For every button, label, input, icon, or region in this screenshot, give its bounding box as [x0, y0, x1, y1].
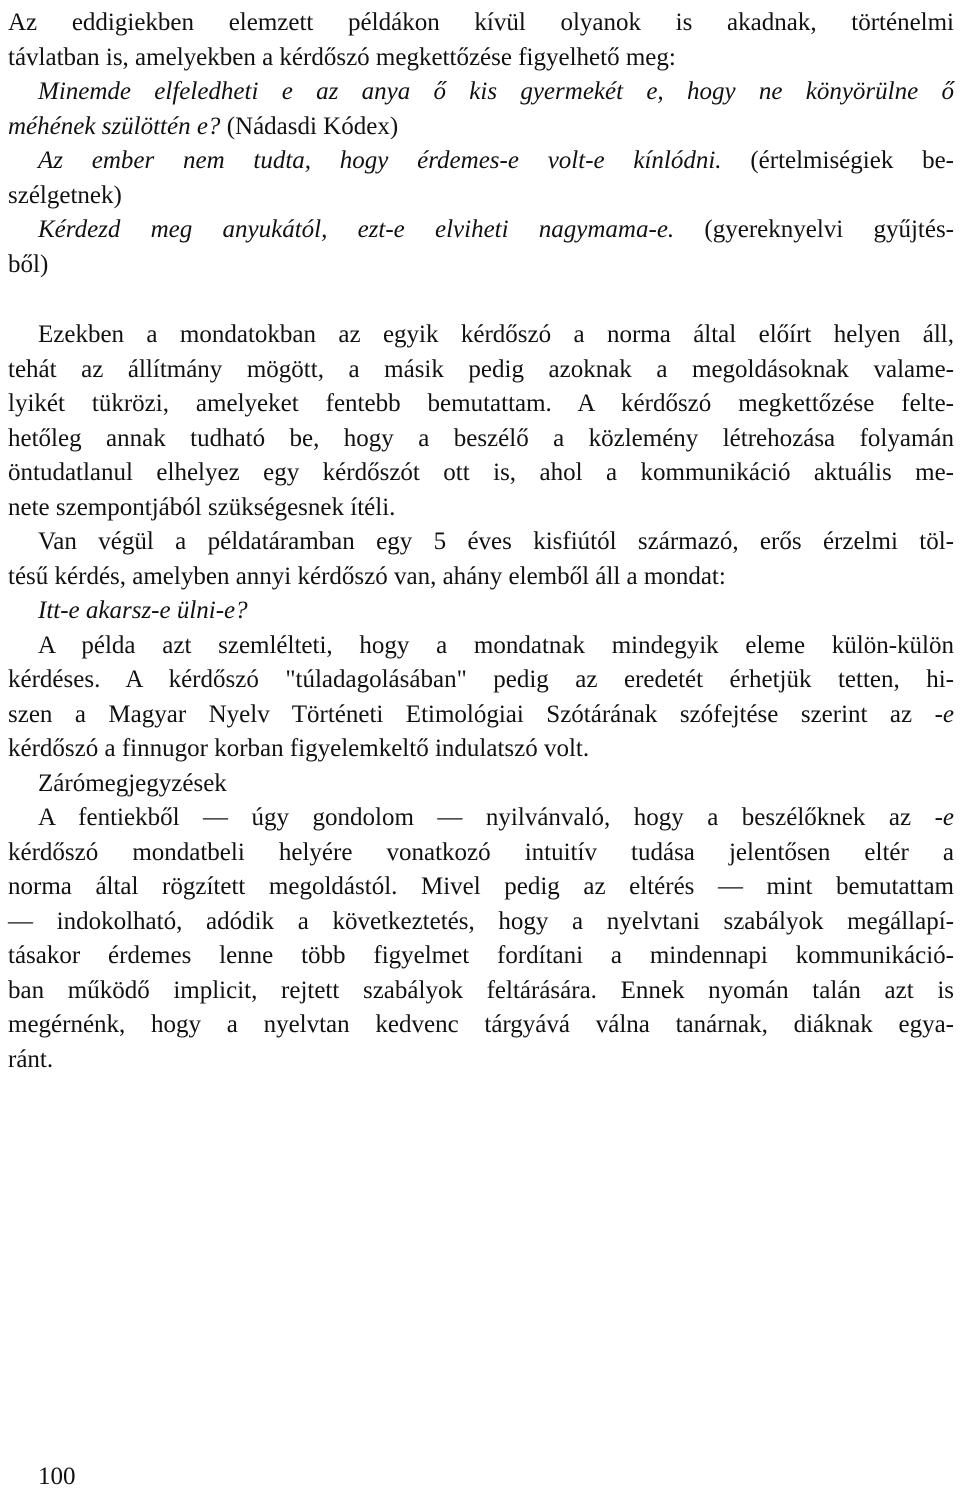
example-1-source: (Nádasdi Kódex) — [220, 112, 399, 140]
example-1-text: Minemde elfeledheti e az anya ő kis gyermekét e, hogy ne könyörülne ő — [38, 78, 954, 105]
page-body — [8, 6, 954, 1077]
example-3-line-2: ből) — [8, 250, 49, 278]
paragraph-1-line-2: távlatban is, amelyekben a kérdőszó megkettőzése figyelhető meg: — [8, 43, 676, 71]
paragraph-5-line-1-text: A fentiekből — úgy gondolom — nyilvánvaló, hogy a beszélőknek az — [38, 804, 935, 831]
paragraph-2-line-5: öntudatlanul elhelyez egy kérdőszót ott is, ahol a kommunikáció aktuális me- — [8, 459, 954, 486]
example-2-line-2: szélgetnek) — [8, 181, 122, 209]
paragraph-2-line-3: lyikét tükrözi, amelyeket fentebb bemutattam. A kérdőszó megkettőzése felte- — [8, 390, 954, 417]
example-2-source: (értelmiségiek be- — [721, 147, 954, 174]
paragraph-5-line-1-suffix: -e — [934, 804, 954, 831]
example-3-line-1 — [8, 213, 954, 248]
paragraph-5-line-5: tásakor érdemes lenne több figyelmet fordítani a mindennapi kommunikáció- — [8, 942, 954, 969]
example-3-text: Kérdezd meg anyukától, ezt-e elviheti nagymama-e. — [38, 216, 675, 243]
example-1-text-end: méhének szülöttén e? — [8, 112, 221, 140]
paragraph-5-line-6: ban működő implicit, rejtett szabályok feltárására. Ennek nyomán talán azt is — [8, 976, 954, 1004]
example-1-line-1 — [8, 75, 954, 110]
example-1-line-2 — [8, 110, 954, 145]
example-2-text: Az ember nem tudta, hogy érdemes-e volt-e kínlódni. — [38, 147, 722, 174]
paragraph-4-line-2: kérdéses. A kérdőszó "túladagolásában" pedig az eredetét érhetjük tetten, hi- — [8, 666, 954, 693]
page-number: 100 — [38, 1463, 76, 1490]
paragraph-2-line-1: Ezekben a mondatokban az egyik kérdőszó a norma által előírt helyen áll, — [38, 321, 954, 348]
example-4-line — [8, 594, 954, 629]
paragraph-2-line-6: nete szempontjából szükségesnek ítéli. — [8, 493, 396, 521]
paragraph-2-line-2: tehát az állítmány mögött, a másik pedig azoknak a megoldásoknak valame- — [8, 355, 954, 383]
paragraph-5-line-1 — [8, 801, 954, 836]
paragraph-5-line-4: — indokolható, adódik a következtetés, hogy a nyelvtani szabályok megállapí- — [8, 907, 954, 935]
example-3-source: (gyereknyelvi gyűjtés- — [674, 216, 954, 243]
paragraph-5-line-8: ránt. — [8, 1045, 54, 1073]
paragraph-gap — [8, 282, 954, 318]
paragraph-4-line-3-suffix: -e — [934, 700, 954, 728]
section-heading: Zárómegjegyzések — [38, 769, 227, 797]
example-2-line-1 — [8, 144, 954, 179]
paragraph-5-line-7: megérnénk, hogy a nyelvtan kedvenc tárgyává válna tanárnak, diáknak egya- — [8, 1011, 954, 1038]
example-4-text: Itt-e akarsz-e ülni-e? — [38, 597, 248, 624]
paragraph-5-line-3: norma által rögzített megoldástól. Mivel pedig az eltérés — mint bemutattam — [8, 873, 954, 900]
paragraph-4-line-3-text: szen a Magyar Nyelv Történeti Etimológiai Szótárának szófejtése szerint az — [8, 700, 935, 728]
paragraph-5-line-2: kérdőszó mondatbeli helyére vonatkozó intuitív tudása jelentősen eltér a — [8, 838, 954, 866]
paragraph-3-line-1: Van végül a példatáramban egy 5 éves kisfiútól származó, erős érzelmi töl- — [38, 528, 954, 555]
paragraph-4-line-3 — [8, 698, 954, 733]
paragraph-2-line-4: hetőleg annak tudható be, hogy a beszélő a közlemény létrehozása folyamán — [8, 424, 954, 452]
paragraph-4-line-1: A példa azt szemlélteti, hogy a mondatnak mindegyik eleme külön-külön — [38, 631, 954, 659]
paragraph-1-line-1: Az eddigiekben elemzett példákon kívül olyanok is akadnak, történelmi — [8, 9, 954, 36]
paragraph-4-line-4: kérdőszó a finnugor korban figyelemkeltő indulatszó volt. — [8, 735, 590, 762]
paragraph-3-line-2: tésű kérdés, amelyben annyi kérdőszó van, ahány elemből áll a mondat: — [8, 562, 726, 590]
